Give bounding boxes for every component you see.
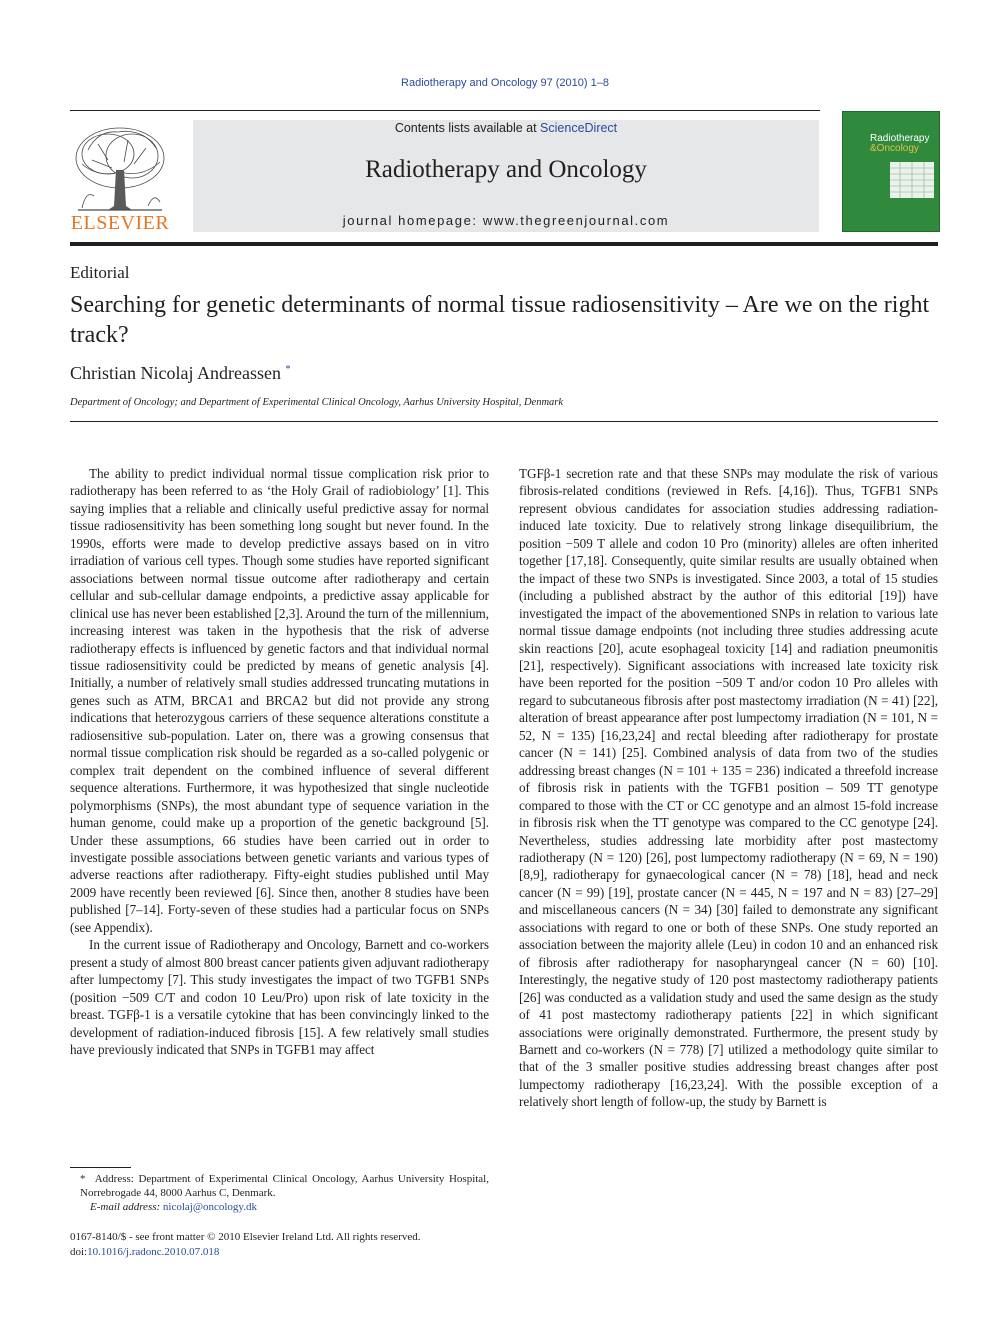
cover-title-line2: &Oncology — [870, 143, 919, 154]
journal-citation[interactable]: Radiotherapy and Oncology 97 (2010) 1–8 — [401, 77, 609, 89]
footnote-address: Address: Department of Experimental Clinical Oncology, Aarhus University Hospital, Norrebrogade 44, 8000 Aarhus C, Denmark. — [80, 1173, 489, 1199]
contents-availability — [193, 121, 819, 135]
top-rule — [70, 110, 820, 111]
email-label: E-mail address: — [90, 1201, 163, 1213]
doi-link[interactable]: 10.1016/j.radonc.2010.07.018 — [87, 1246, 220, 1258]
author-footnote — [70, 1172, 489, 1214]
author-affiliation: Department of Oncology; and Department of Experimental Clinical Oncology, Aarhus University Hospital, Denmark — [70, 397, 564, 408]
sciencedirect-link[interactable]: ScienceDirect — [540, 121, 618, 135]
body-paragraph-2: In the current issue of Radiotherapy and Oncology, Barnett and co-workers present a study of almost 800 breast cancer patients given adjuvant radiotherapy after lumpectomy [7]. This study investigates the impact of two TGFB1 SNPs (position −509 C/T and codon 10 Leu/Pro) upon risk of late toxicity in the breast. TGFβ-1 is a versatile cytokine that has been convincingly linked to the development of radiation-induced fibrosis [15]. A few relatively small studies have previously indicated that SNPs in TGFB1 may affect — [70, 937, 489, 1057]
cover-title-line1: Radiotherapy — [870, 133, 930, 144]
doi-prefix: doi: — [70, 1246, 88, 1258]
body-paragraph-1: The ability to predict individual normal tissue complication risk prior to radiotherapy has been referred to as ‘the Holy Grail of radiobiology’ [1]. This saying implies that a reliable and clinically useful predictive assay for normal tissue radiosensitivity has been something long sought but never found. In the 1990s, efforts were made to develop predictive assays based on in vitro irradiation of various cell types. Though some studies have reported significant associations between normal tissue outcome after radiotherapy and certain cellular and sub-cellular damage endpoints, a predictive assay applicable for clinical use has never been established [2,3]. Around the turn of the millennium, increasing interest was taken in the hypothesis that the risk of adverse radiotherapy effects is influenced by genetic factors and that individual normal tissue radiosensitivity could be predicted by means of genetic analysis [4]. Initially, a number of relatively small studies addressed truncating mutations in genes such as ATM, BRCA1 and BRCA2 but did not provide any strong indications that heterozygous carriers of these sequence alterations constitute a radiosensitive sub-population. Later on, there was a growing consensus that normal tissue complication risk should be regarded as a so-called polygenic or complex trait dependent on the combined influence of several different sequence alterations. Furthermore, it was hypothesized that single nucleotide polymorphisms (SNPs), the most abundant type of sequence variation in the human genome, could make up a proportion of the genetic background [5]. Under these assumptions, 66 studies have been carried out in order to investigate possible associations between genetic variants and various types of adverse reactions after radiotherapy. Fifty-eight studies published until May 2009 have recently been reviewed [6]. Since then, another 8 studies have been published [7–14]. Forty-seven of these studies had a particular focus on SNPs (see Appendix). — [70, 466, 489, 935]
article-title: Searching for genetic determinants of normal tissue radiosensitivity – Are we on the right track? — [70, 292, 930, 348]
body-column-left — [70, 465, 489, 1058]
journal-homepage-link[interactable]: journal homepage: www.thegreenjournal.com — [342, 213, 670, 228]
copyright-line: 0167-8140/$ - see front matter © 2010 Elsevier Ireland Ltd. All rights reserved. — [70, 1231, 421, 1243]
header-thick-rule — [70, 242, 938, 246]
header-bottom-rule — [70, 421, 938, 422]
article-section-label: Editorial — [70, 263, 130, 282]
elsevier-wordmark[interactable]: ELSEVIER — [70, 212, 170, 234]
author-footnote-mark[interactable]: * — [285, 364, 291, 375]
copyright-block — [70, 1230, 421, 1260]
body-paragraph-3: TGFβ-1 secretion rate and that these SNPs may modulate the risk of various fibrosis-related conditions (reviewed in Refs. [4,16]). Thus, TGFB1 SNPs represent obvious candidates for association studies addressing radiation-induced late toxicity. Due to relatively strong linkage disequilibrium, the position −509 T allele and codon 10 Pro (minority) alleles are often inherited together [17,18]. Consequently, quite similar results are usually obtained when the impact of these two SNPs is investigated. Since 2003, a total of 15 studies (including a published abstract by the author of this editorial [19]) have investigated the impact of the abovementioned SNPs in relation to various late normal tissue damage endpoints (not including three studies addressing acute skin reactions [20], acute esophageal toxicity [14] and radiation pneumonitis [21], respectively). Significant associations with increased late toxicity risk have been reported for the position −509 T and/or codon 10 Pro alleles with regard to subcutaneous fibrosis after post mastectomy irradiation (N = 41) [22], alteration of breast appearance after post lumpectomy irradiation (N = 101, N = 52, N = 135) [16,23,24] and rectal bleeding after radiotherapy for prostate cancer (N = 141) [25]. Combined analysis of data from two of the studies addressing breast changes (N = 101 + 135 = 236) indicated a threefold increase of fibrosis risk in patients with the TGFB1 position – 509 TT genotype compared to those with the CT or CC genotype and an almost 15-fold increase in fibrosis risk when the TT genotype was compared to the CC genotype [24]. Nevertheless, studies addressing late morbidity after post mastectomy radiotherapy (N = 120) [26], post lumpectomy radiotherapy (N = 69, N = 190) [8,9], radiotherapy for gynaecological cancer (N = 78) [18], head and neck cancer (N = 99) [19], prostate cancer (N = 445, N = 197 and N = 83) [27–29] and miscellaneous cancers (N = 34) [30] failed to demonstrate any significant associations with regard to one or both of these SNPs. One study reported an association between the majority allele (Leu) in codon 10 and an enhanced risk of fibrosis after radiotherapy for nasopharyngeal cancer (N = 60) [10]. Interestingly, the negative study of 120 post mastectomy radiotherapy patients [26] was conducted as a validation study and used the same design as the study of 41 post mastectomy radiotherapy patients [22] in which significant associations were originally demonstrated. Furthermore, the present study by Barnett and co-workers (N = 778) [7] utilized a methodology quite similar to that of the 3 smaller positive studies addressing breast changes after post lumpectomy radiotherapy [16,23,24]. With the possible exception of a relatively short length of follow-up, the study by Barnett is — [519, 466, 938, 1110]
author-name: Christian Nicolaj Andreassen — [70, 363, 281, 383]
footnote-mark: * — [80, 1173, 86, 1185]
body-column-right — [519, 465, 938, 1111]
cover-title — [870, 134, 938, 154]
cover-table-graphic — [888, 160, 936, 200]
footnote-rule — [70, 1167, 131, 1168]
author-line — [70, 363, 290, 384]
author-email-link[interactable]: nicolaj@oncology.dk — [162, 1201, 257, 1213]
contents-prefix: Contents lists available at — [394, 121, 541, 135]
journal-name: Radiotherapy and Oncology — [365, 156, 647, 183]
